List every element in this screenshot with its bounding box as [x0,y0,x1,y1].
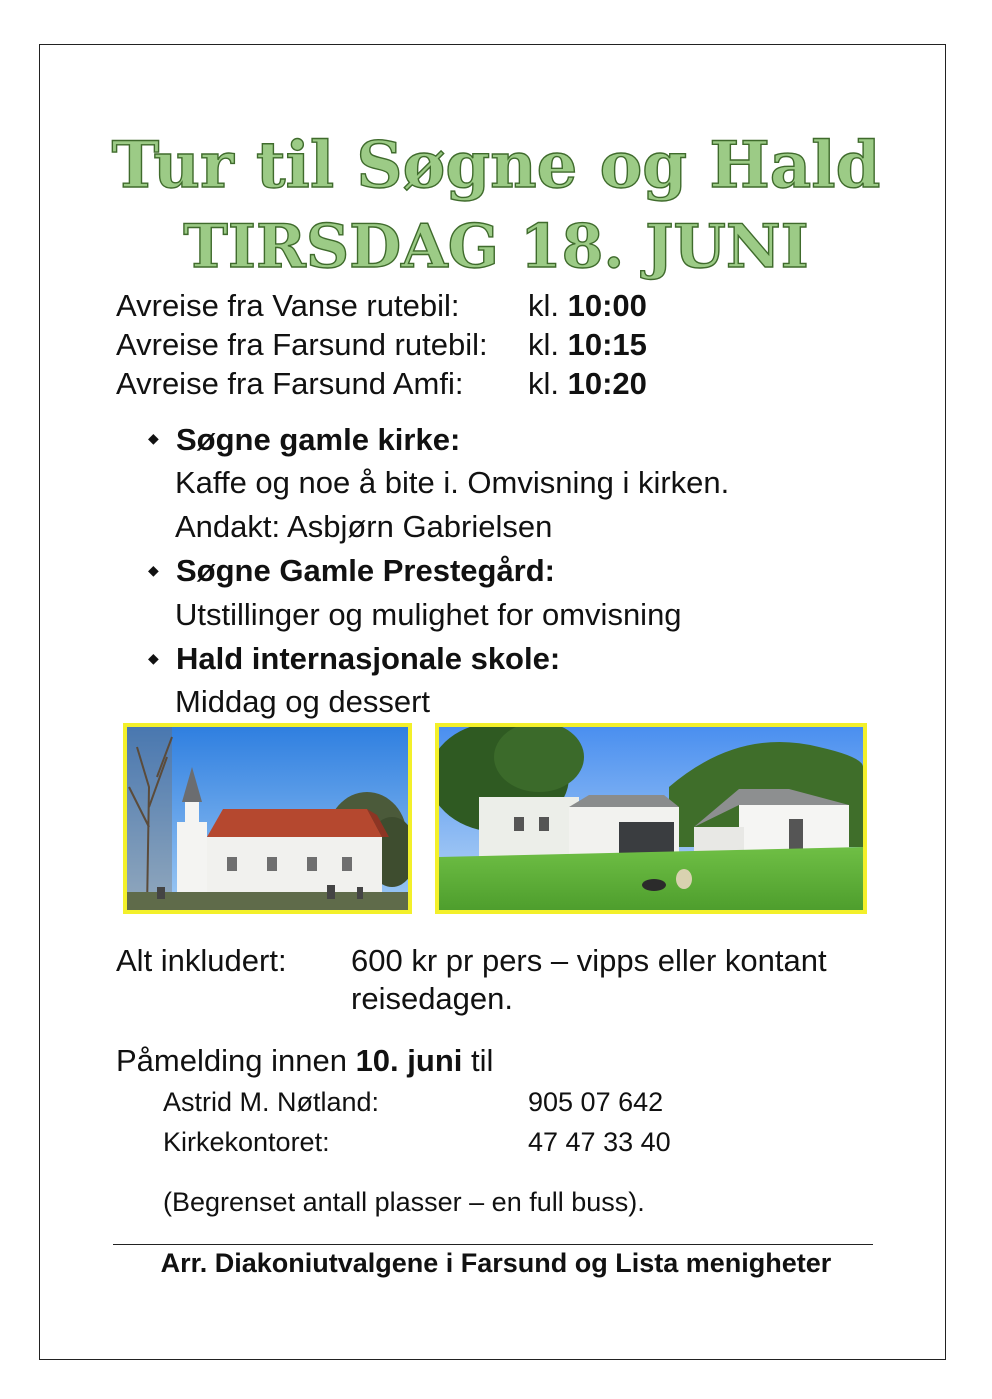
item-heading: Søgne Gamle Prestegård: [176,553,556,588]
departure-label: Avreise fra Farsund rutebil: [116,327,488,362]
price-label: Alt inkludert: [116,943,287,978]
item-heading: Hald internasjonale skole: [176,641,561,676]
church-photo [123,723,412,914]
item-text: Utstillinger og mulighet for omvisning [175,597,682,632]
footer-divider [113,1244,873,1245]
title-line-2: TIRSDAG 18. JUNI [183,212,809,282]
diamond-bullet-icon: ◆ [148,650,159,666]
footer-organizer: Arr. Diakoniutvalgene i Farsund og Lista menigheter [160,1248,832,1278]
contact-phone: 47 47 33 40 [528,1127,671,1157]
price-text-line-2: reisedagen. [351,981,514,1016]
hald-school-photo [435,723,867,914]
title-line-1: Tur til Søgne og Hald [111,128,881,203]
departure-time: kl. 10:00 [528,288,647,323]
departure-label: Avreise fra Vanse rutebil: [116,288,460,323]
item-text: Kaffe og noe å bite i. Omvisning i kirken. [175,465,730,500]
departure-time: kl. 10:15 [528,327,647,362]
registration-line: Påmelding innen 10. juni til [116,1043,494,1078]
contact-name: Astrid M. Nøtland: [163,1087,380,1117]
price-text-line-1: 600 kr pr pers – vipps eller kontant [351,943,827,978]
contact-phone: 905 07 642 [528,1087,664,1117]
diamond-bullet-icon: ◆ [148,430,159,446]
capacity-note: (Begrenset antall plasser – en full buss). [163,1187,645,1217]
diamond-bullet-icon: ◆ [148,562,159,578]
item-text: Andakt: Asbjørn Gabrielsen [175,509,553,544]
item-heading: Søgne gamle kirke: [176,422,461,457]
departure-label: Avreise fra Farsund Amfi: [116,366,464,401]
item-text: Middag og dessert [175,684,431,719]
departure-time: kl. 10:20 [528,366,647,401]
contact-name: Kirkekontoret: [163,1127,330,1157]
